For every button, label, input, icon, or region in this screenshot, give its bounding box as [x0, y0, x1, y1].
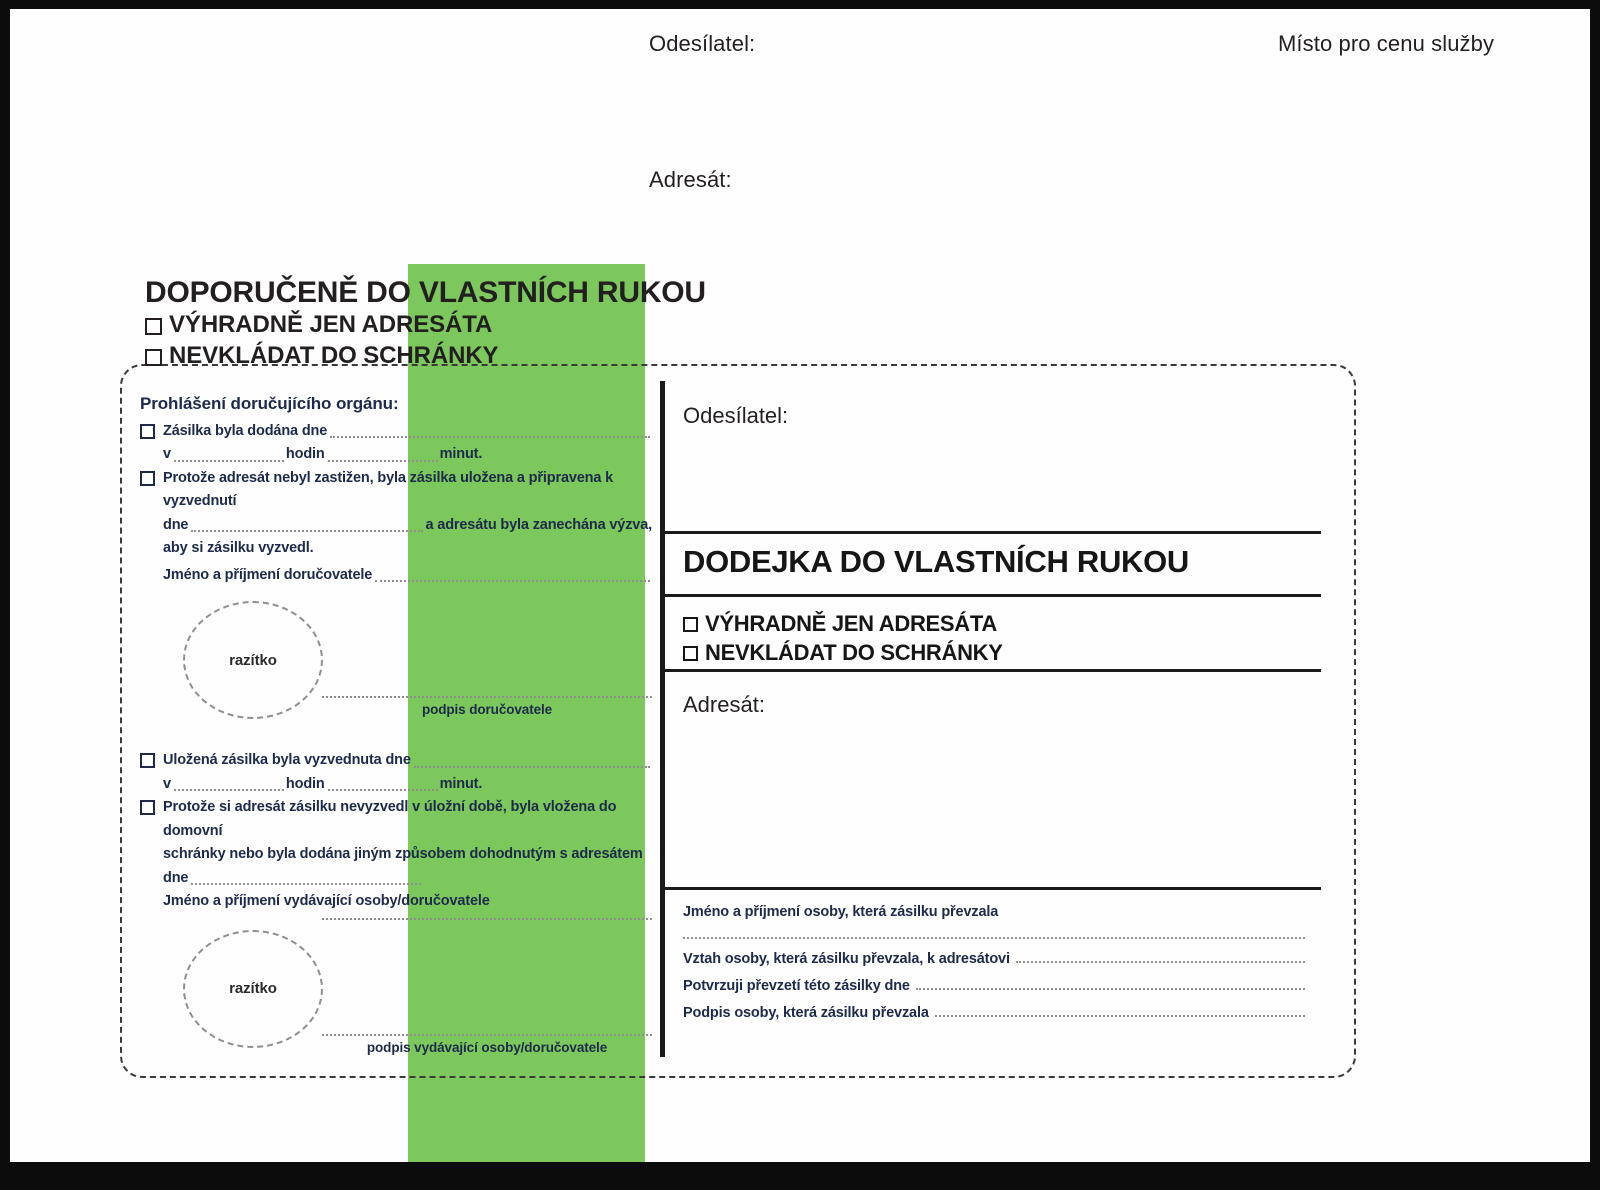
fill-line-minutes[interactable]: [328, 460, 438, 462]
declaration-heading: Prohlášení doručujícího orgánu:: [140, 394, 399, 413]
receipt-field-signature-label: Podpis osoby, která zásilku převzala: [683, 1005, 929, 1021]
collection-time-row[interactable]: [163, 773, 652, 796]
checkbox-icon[interactable]: [145, 349, 162, 366]
checkbox-icon[interactable]: [140, 800, 155, 815]
issuer-name-label: Jméno a příjmení vydávající osoby/doručovatele: [163, 893, 490, 910]
receipt-option-no-mailbox[interactable]: [683, 638, 1321, 667]
fill-line-minutes[interactable]: [328, 789, 438, 791]
receipt-addressee-section[interactable]: [665, 672, 1321, 890]
stamp-circle-1: [183, 601, 323, 719]
receipt-field-signature-row[interactable]: [683, 1005, 1305, 1021]
checkbox-icon[interactable]: [140, 424, 155, 439]
delivery-receipt-card: [660, 381, 1321, 1057]
declaration-item-2-date-row[interactable]: [163, 514, 652, 537]
delivery-time-row[interactable]: [163, 443, 652, 466]
stamp-signature-block-1: [140, 601, 652, 723]
stamp-label: razítko: [229, 980, 277, 998]
signature-line-2a[interactable]: [322, 918, 652, 920]
declaration-item-4-line2: schránky nebo byla dodána jiným způsobem dohodnutým s adresátem: [163, 846, 643, 863]
issuer-name-row: [163, 890, 652, 913]
declaration-item-stored[interactable]: [140, 467, 652, 514]
receipt-option-2-label: NEVKLÁDAT DO SCHRÁNKY: [705, 640, 1003, 666]
declaration-item-2-tail: a adresátu byla zanechána výzva,: [425, 516, 652, 533]
minutes-label: minut.: [439, 446, 483, 463]
declaration-item-4-line2-row: [163, 843, 652, 866]
declaration-item-2-continuation: [163, 537, 652, 560]
receipt-sender-section[interactable]: [665, 381, 1321, 531]
service-option-1-label: VÝHRADNĚ JEN ADRESÁTA: [169, 311, 493, 339]
service-title: DOPORUČENĚ DO VLASTNÍCH RUKOU: [145, 276, 706, 309]
fill-line[interactable]: [191, 883, 420, 885]
fill-line[interactable]: [330, 436, 650, 438]
receipt-field-confirm-row[interactable]: [683, 978, 1305, 994]
declaration-item-2-cont-label: aby si zásilku vyzvedl.: [163, 540, 314, 557]
fill-line[interactable]: [375, 580, 650, 582]
time-prefix-label: v: [163, 446, 171, 463]
stamp-label: razítko: [229, 651, 277, 669]
fill-line[interactable]: [1016, 961, 1305, 963]
declaration-item-3-label: Uložená zásilka byla vyzvednuta dne: [163, 752, 411, 769]
time-prefix-label: v: [163, 775, 171, 792]
receipt-field-relation-row[interactable]: [683, 951, 1305, 967]
service-option-addressee-only[interactable]: [145, 311, 706, 340]
fill-line[interactable]: [191, 530, 423, 532]
declaration-item-delivered[interactable]: [140, 420, 652, 443]
declaration-item-mailbox[interactable]: [140, 796, 652, 843]
delivery-declaration-panel: [140, 394, 652, 1054]
declaration-item-2-label: Protože adresát nebyl zastižen, byla zásilka uložena a připravena k vyzvednutí: [163, 469, 614, 510]
fill-line[interactable]: [935, 1015, 1305, 1017]
receipt-title-section: [665, 531, 1321, 597]
service-option-no-mailbox[interactable]: [145, 342, 706, 371]
declaration-item-collected[interactable]: [140, 749, 652, 772]
header-addressee-label: Adresát:: [649, 167, 732, 192]
paper-sheet: [10, 9, 1590, 1162]
fill-line[interactable]: [916, 988, 1305, 990]
declaration-item-4-line1: Protože si adresát zásilku nevyzvedl v úložní době, byla vložena do domovní: [163, 799, 617, 839]
minutes-label: minut.: [439, 775, 483, 792]
checkbox-icon[interactable]: [140, 753, 155, 768]
fill-line[interactable]: [414, 766, 650, 768]
hours-label: hodin: [285, 775, 325, 792]
checkbox-icon[interactable]: [140, 471, 155, 486]
checkbox-icon[interactable]: [145, 318, 162, 335]
day-label: dne: [163, 869, 189, 886]
checkbox-icon[interactable]: [683, 617, 698, 632]
fill-line-name[interactable]: [683, 936, 1305, 939]
service-title-block: [145, 277, 706, 371]
signature-line-1[interactable]: [322, 696, 652, 698]
receipt-options-section: [665, 597, 1321, 672]
receipt-field-confirm-label: Potvrzuji převzetí této zásilky dne: [683, 978, 910, 994]
hours-label: hodin: [285, 446, 325, 463]
receipt-field-name-label: Jméno a příjmení osoby, která zásilku převzala: [683, 904, 999, 920]
signature-line-2b[interactable]: [322, 1034, 652, 1036]
receipt-field-relation-label: Vztah osoby, která zásilku převzala, k adresátovi: [683, 951, 1010, 967]
day-label: dne: [163, 516, 189, 533]
receipt-addressee-label: Adresát:: [683, 692, 765, 717]
receipt-option-addressee-only[interactable]: [683, 609, 1321, 638]
checkbox-icon[interactable]: [683, 646, 698, 661]
stamp-signature-block-2: [140, 930, 652, 1055]
service-option-2-label: NEVKLÁDAT DO SCHRÁNKY: [169, 342, 499, 370]
deliverer-name-label: Jméno a příjmení doručovatele: [163, 566, 373, 583]
fill-line-hours[interactable]: [174, 460, 284, 462]
receipt-sender-label: Odesílatel:: [683, 403, 789, 428]
receipt-fields-section: [665, 890, 1321, 1052]
fill-line-hours[interactable]: [174, 789, 284, 791]
signature-caption-2: podpis vydávající osoby/doručovatele: [366, 1039, 608, 1055]
header-sender-label: Odesílatel:: [649, 31, 756, 56]
header-service-price-label: Místo pro cenu služby: [1278, 31, 1495, 56]
signature-caption-1: podpis doručovatele: [421, 702, 553, 718]
deliverer-name-row[interactable]: [163, 564, 652, 587]
receipt-title: DODEJKA DO VLASTNÍCH RUKOU: [683, 544, 1190, 579]
declaration-item-4-date-row[interactable]: [163, 867, 652, 890]
declaration-item-1-label: Zásilka byla dodána dne: [163, 423, 328, 439]
stamp-circle-2: [183, 930, 323, 1048]
receipt-option-1-label: VÝHRADNĚ JEN ADRESÁTA: [705, 611, 997, 636]
